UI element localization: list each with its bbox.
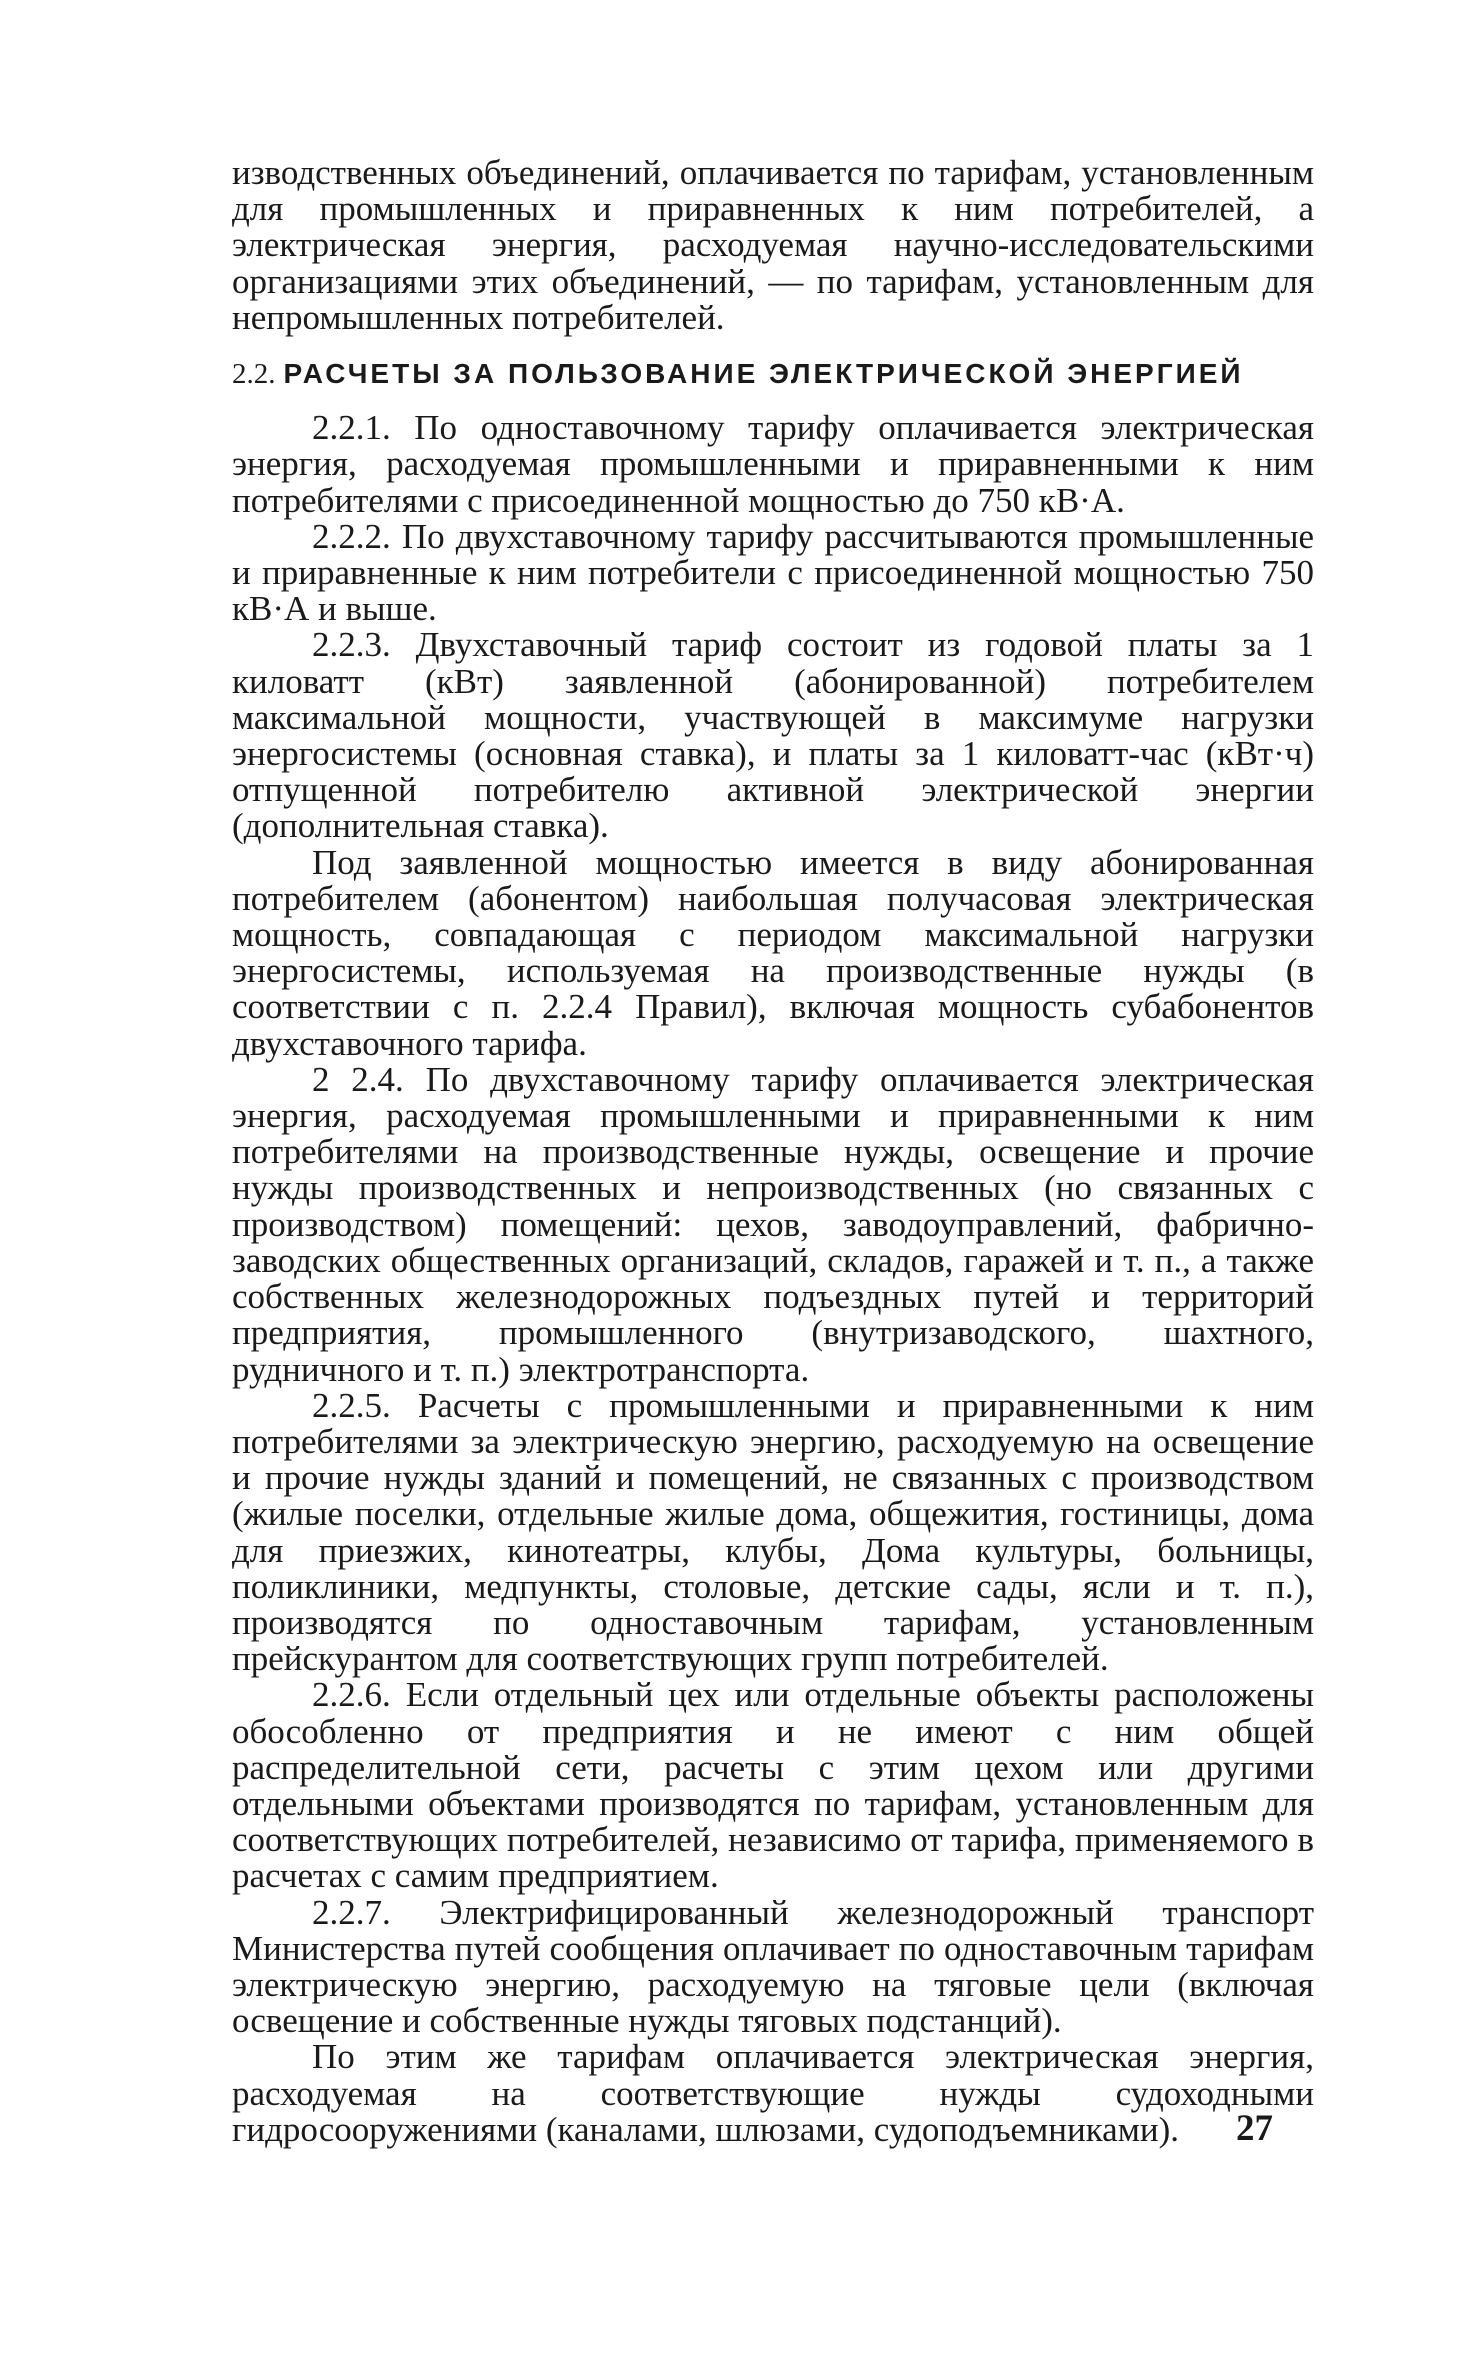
page-body — [232, 155, 1314, 2148]
paragraph-text: По одноставочному тарифу оплачивается электрическая энергия, расходуемая промышленными и приравненными к ним потребителями с присоединенной мощностью до 750 кВ·А. — [232, 408, 1315, 520]
paragraph-hydro-structures — [232, 2039, 1314, 2148]
paragraph-text: По двухставочному тарифу оплачивается электрическая энергия, расходуемая промышленными и приравненными к ним потребителями на производственные нужды, освещение и прочие нужды производственных и непроизводственных (но связанных с производством) помещений: цехов, заводоуправлений, фабрично-заводских общественных организаций, складов, гаражей и т. п., а также собственных железнодорожных подъездных путей и территорий предприятия, промышленного (внутризаводского, шахтного, рудничного и т. п.) электротранспорта. — [232, 1059, 1315, 1389]
paragraph-text: Под заявленной мощностью имеется в виду абонированная потребителем (абонентом) наибольшая получасовая электрическая мощность, совпадающая с периодом максимальной нагрузки энергосистемы, используемая на производственные нужды (в соответствии с п. 2.2.4 Правил), включая мощность субабонентов двухставочного тарифа. — [232, 842, 1314, 1063]
paragraph-number: 2.2.5. — [312, 1385, 391, 1425]
section-heading — [232, 356, 1314, 392]
intro-paragraph: изводственных объединений, оплачивается по тарифам, установленным для промышленных и приравненных к ним потребителей, а электрическая энергия, расходуемая научно-исследовательскими организациями этих объединений, — по тарифам, установленным для непромышленных потребителей. — [232, 153, 1314, 337]
paragraph-number: 2.2.7. — [312, 1892, 391, 1932]
paragraph-text: Двухставочный тариф состоит из годовой платы за 1 киловатт (кВт) заявленной (абонированной) потребителем максимальной мощности, участвующей в максимуме нагрузки энергосистемы (основная ставка), и платы за 1 киловатт-час (кВт·ч) отпущенной потребителю активной электрической энергии (дополнительная ставка). — [232, 625, 1314, 846]
paragraph-2-2-5 — [232, 1385, 1314, 1679]
paragraph-number: 2 2.4. — [312, 1059, 404, 1099]
paragraph-text: Расчеты с промышленными и приравненными к ним потребителями за электрическую энергию, расходуемую на освещение и прочие нужды зданий и помещений, не связанных с производством (жилые поселки, отдельные жилые дома, общежития, гостиницы, дома для приезжих, кинотеатры, клубы, Дома культуры, больницы, поликлиники, медпункты, столовые, детские сады, ясли и т. п.), производятся по одноставочным тарифам, установленным прейскурантом для соответствующих групп потребителей. — [232, 1385, 1314, 1679]
paragraph-text: По двухставочному тарифу рассчитываются промышленные и приравненные к ним потребители с присоединенной мощностью 750 кВ·А и выше. — [232, 516, 1314, 629]
page-number: 27 — [1236, 2108, 1273, 2149]
paragraph-number: 2.2.6. — [312, 1675, 391, 1715]
paragraph-declared-power — [232, 842, 1314, 1063]
paragraph-2-2-6 — [232, 1677, 1314, 1894]
section-number: 2.2. — [232, 358, 276, 391]
paragraph-text: По этим же тарифам оплачивается электрическая энергия, расходуемая на соответствующие нужды судоходными гидросооружениями (каналами, шлюзами, судоподъемниками). — [232, 2037, 1314, 2149]
paragraph-number: 2.2.3. — [312, 625, 391, 665]
paragraph-number: 2.2.1. — [312, 408, 391, 448]
paragraph-text: Если отдельный цех или отдельные объекты расположены обособленно от предприятия и не имеют с ним общей распределительной сети, расчеты с этим цехом или другими отдельными объектами производятся по тарифам, установленным для соответствующих потребителей, независимо от тарифа, применяемого в расчетах с самим предприятием. — [232, 1675, 1314, 1896]
paragraph-2-2-3 — [232, 627, 1314, 844]
paragraph-2-2-4 — [232, 1059, 1315, 1389]
section-title: РАСЧЕТЫ ЗА ПОЛЬЗОВАНИЕ ЭЛЕКТРИЧЕСКОЙ ЭНЕРГИЕЙ — [283, 358, 1244, 390]
paragraph-2-2-2 — [232, 516, 1314, 629]
paragraph-2-2-1 — [232, 410, 1314, 519]
paragraph-number: 2.2.2. — [312, 516, 391, 556]
paragraph-2-2-7 — [232, 1892, 1314, 2041]
paragraph-text: Электрифицированный железнодорожный транспорт Министерства путей сообщения оплачивает по одноставочным тарифам электрическую энергию, расходуемую на тяговые цели (включая освещение и собственные нужды тяговых подстанций). — [232, 1892, 1314, 2041]
